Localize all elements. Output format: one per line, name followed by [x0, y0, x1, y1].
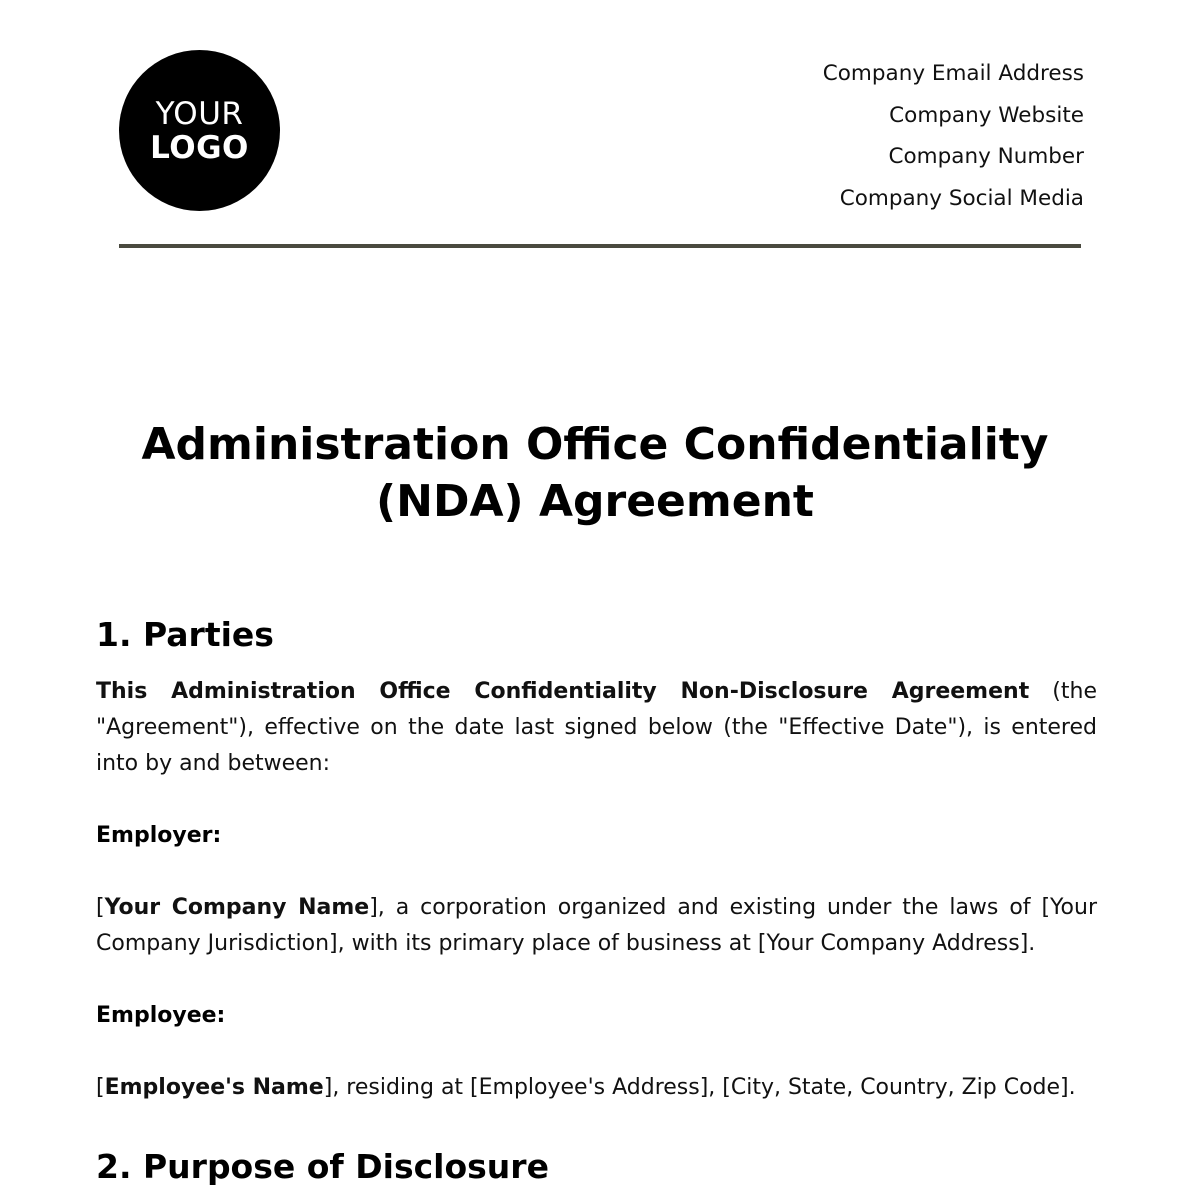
header-divider [119, 244, 1081, 248]
section-heading-parties: 1. Parties [96, 615, 274, 654]
company-number: Company Number [888, 144, 1084, 170]
employee-bracket-open: [ [96, 1075, 105, 1100]
company-website: Company Website [889, 102, 1084, 128]
employer-details-text: ], a corporation organized and existing under the laws of [Your Company Jurisdiction], with its primary place of business at [Your Company Address]. [96, 895, 1097, 956]
employer-paragraph [96, 890, 1097, 962]
section-heading-purpose-of-disclosure: 2. Purpose of Disclosure [96, 1147, 549, 1186]
company-logo [119, 50, 280, 211]
employer-name-placeholder: Your Company Name [104, 895, 370, 920]
document-title-line-1: Administration Office Confidentiality [141, 419, 1049, 470]
employee-label: Employee: [96, 1003, 226, 1028]
parties-intro-text: (the "Agreement"), effective on the date last signed below (the "Effective Date"), is entered into by and between: [96, 679, 1097, 776]
agreement-name-bold: This Administration Office Confidentiality Non-Disclosure Agreement [96, 679, 1030, 704]
employee-name-placeholder: Employee's Name [104, 1075, 324, 1100]
company-contact-block [823, 53, 1084, 220]
employee-paragraph [96, 1070, 1097, 1106]
employer-bracket-open: [ [96, 895, 105, 920]
logo-text-logo: LOGO [150, 129, 249, 166]
employee-details-text: ], residing at [Employee's Address], [City, State, Country, Zip Code]. [323, 1075, 1076, 1100]
parties-intro-paragraph [96, 674, 1097, 782]
company-social-media: Company Social Media [839, 186, 1084, 212]
document-title [100, 416, 1090, 530]
logo-text-your: YOUR [155, 95, 244, 132]
company-email: Company Email Address [822, 61, 1084, 86]
document-body [96, 612, 1097, 1190]
employer-label: Employer: [96, 823, 222, 848]
document-title-line-2: (NDA) Agreement [376, 476, 814, 527]
